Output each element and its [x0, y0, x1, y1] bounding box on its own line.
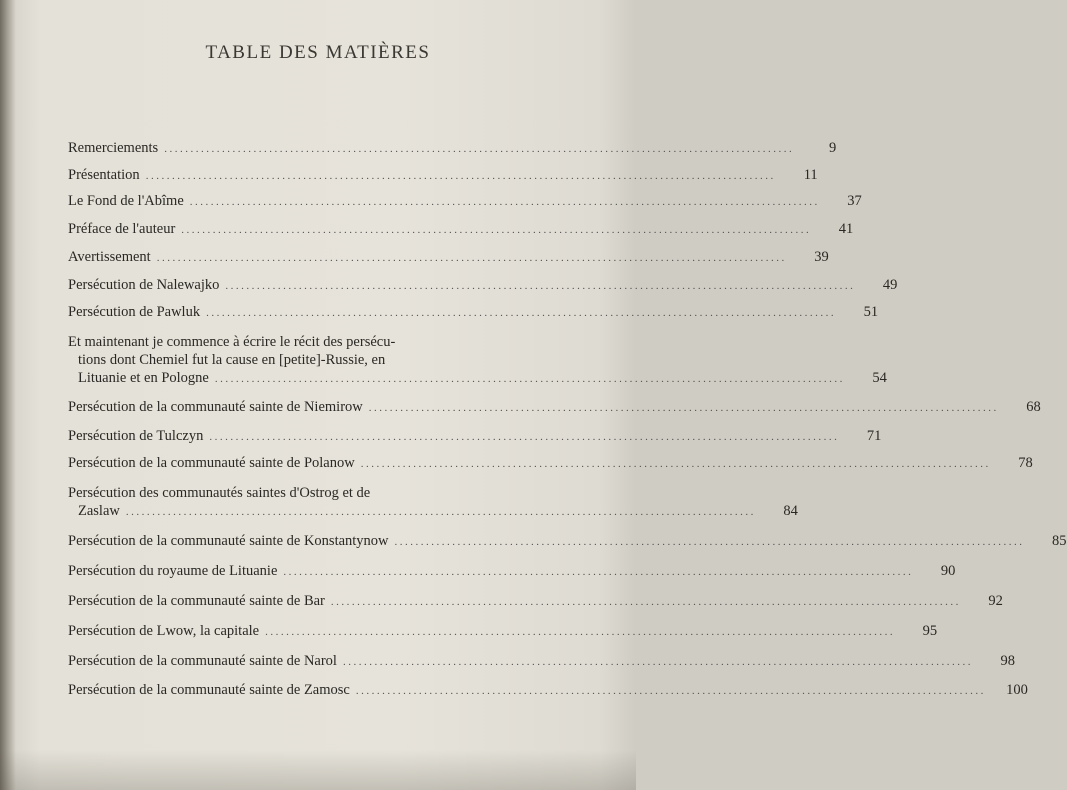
toc-entry-line: [68, 484, 536, 502]
toc-entry: [68, 139, 837, 158]
toc-entry: [68, 427, 882, 446]
toc-page-number: 54: [872, 370, 887, 386]
dot-leader: ........................................................................................................................: [342, 656, 973, 668]
toc-entry-line: [68, 652, 1015, 671]
toc-entry-title: Avertissement: [68, 249, 151, 265]
toc-entry-line: [68, 248, 829, 267]
toc-entry-line: [68, 398, 1041, 417]
toc-entry: [68, 562, 956, 581]
dot-leader: ........................................................................................................................: [265, 626, 896, 638]
toc-entry-line: [68, 166, 818, 185]
toc-entry-title: Zaslaw: [78, 503, 120, 519]
toc-entry-line: [68, 192, 862, 211]
toc-entry-title: Persécution de la communauté sainte de Bar: [68, 593, 325, 609]
toc-entry-line: [68, 276, 898, 295]
dot-leader: ........................................................................................................................: [225, 280, 856, 292]
toc-page-number: 71: [866, 428, 882, 444]
toc-entry-title: Persécution de Pawluk: [68, 304, 201, 320]
toc-entry: [68, 681, 1028, 700]
toc-entry-line: [68, 427, 882, 446]
toc-entry: [68, 454, 1033, 473]
page-title: TABLE DES MATIÈRES: [205, 42, 431, 63]
toc-entry-title: Et maintenant je commence à écrire le récit des persécu-: [68, 334, 396, 350]
toc-entry: [68, 166, 818, 185]
dot-leader: ........................................................................................................................: [156, 252, 787, 264]
page-shadow: [0, 750, 636, 790]
toc-entry-line: [68, 333, 536, 351]
toc-entry-title: Persécution de la communauté sainte de Konstantynow: [68, 533, 389, 549]
dot-leader: ........................................................................................................................: [360, 458, 991, 470]
toc-page-number: 11: [803, 167, 818, 183]
toc-entry-title: Persécution de Nalewajko: [68, 277, 220, 293]
toc-page-number: 51: [863, 304, 879, 320]
toc-page-number: 90: [940, 563, 956, 579]
dot-leader: ........................................................................................................................: [368, 402, 999, 414]
toc-page-number: 95: [922, 623, 938, 639]
toc-entry-title: Persécution de la communauté sainte de Narol: [68, 653, 337, 669]
toc-entry: [68, 220, 854, 239]
toc-entry-title: Persécution de Tulczyn: [68, 428, 204, 444]
toc-entry: [68, 398, 1041, 417]
toc-entry-line: [68, 454, 1033, 473]
toc-entry: [68, 303, 879, 322]
toc-entry: [68, 192, 862, 211]
toc-entry: [68, 622, 938, 641]
toc-page-number: 37: [847, 193, 862, 209]
toc-entry-line: [68, 532, 1067, 551]
toc-entry-title: Persécution de la communauté sainte de Polanow: [68, 455, 355, 471]
dot-leader: ........................................................................................................................: [283, 566, 914, 578]
toc-entry: [68, 592, 1003, 611]
dot-leader: ........................................................................................................................: [164, 143, 795, 155]
toc-entry-title: Persécution de la communauté sainte de Zamosc: [68, 682, 350, 698]
toc-entry: [68, 276, 898, 295]
dot-leader: ........................................................................................................................: [355, 685, 986, 697]
toc-entry-title: Présentation: [68, 167, 140, 183]
toc-entry-title: tions dont Chemiel fut la cause en [petite]-Russie, en: [78, 352, 386, 368]
toc-entry: [68, 248, 829, 267]
toc-entry-title: Le Fond de l'Abîme: [68, 193, 184, 209]
toc-page-number: 9: [828, 140, 837, 156]
toc-entry-title: Persécution des communautés saintes d'Ostrog et de: [68, 485, 371, 501]
toc-page-number: 41: [838, 221, 854, 237]
toc-entry-line: [68, 592, 1003, 611]
dot-leader: ........................................................................................................................: [189, 196, 820, 208]
toc-page-number: 92: [988, 593, 1003, 609]
toc-page-number: 49: [882, 277, 898, 293]
toc-entry-title: Lituanie et en Pologne: [78, 370, 209, 386]
toc-page-number: 98: [1000, 653, 1015, 669]
dot-leader: ........................................................................................................................: [214, 373, 845, 385]
toc-entry-line: [68, 139, 837, 158]
dot-leader: ........................................................................................................................: [145, 170, 776, 182]
toc-entry-line: [68, 681, 1028, 700]
dot-leader: ........................................................................................................................: [330, 596, 961, 608]
toc-entry-title: Remerciements: [68, 140, 159, 156]
dot-leader: ........................................................................................................................: [206, 307, 837, 319]
dot-leader: ........................................................................................................................: [181, 224, 812, 236]
toc-page-number: 84: [783, 503, 798, 519]
toc-entry-title: Persécution du royaume de Lituanie: [68, 563, 278, 579]
toc-entry-line: [68, 369, 887, 388]
toc-page-number: 39: [814, 249, 829, 265]
toc-entry-line: [68, 303, 879, 322]
toc-page-number: 100: [1006, 682, 1028, 698]
dot-leader: ........................................................................................................................: [209, 431, 840, 443]
dot-leader: ........................................................................................................................: [394, 536, 1025, 548]
toc-entry: [68, 532, 1067, 551]
toc-page-number: 68: [1026, 399, 1041, 415]
toc-entry-line: [68, 502, 798, 521]
toc-entry-line: [68, 351, 536, 369]
toc-entry-line: [68, 562, 956, 581]
toc-entry-title: Persécution de Lwow, la capitale: [68, 623, 260, 639]
toc-entry: [68, 652, 1015, 671]
toc-page-number: 85: [1052, 533, 1067, 549]
dot-leader: ........................................................................................................................: [125, 506, 756, 518]
toc-entry-title: Persécution de la communauté sainte de Niemirow: [68, 399, 363, 415]
toc-entry-line: [68, 622, 938, 641]
toc-page-number: 78: [1018, 455, 1033, 471]
toc-entry: [68, 484, 798, 521]
toc-entry-title: Préface de l'auteur: [68, 221, 176, 237]
toc-entry: [68, 333, 887, 388]
toc-entry-line: [68, 220, 854, 239]
